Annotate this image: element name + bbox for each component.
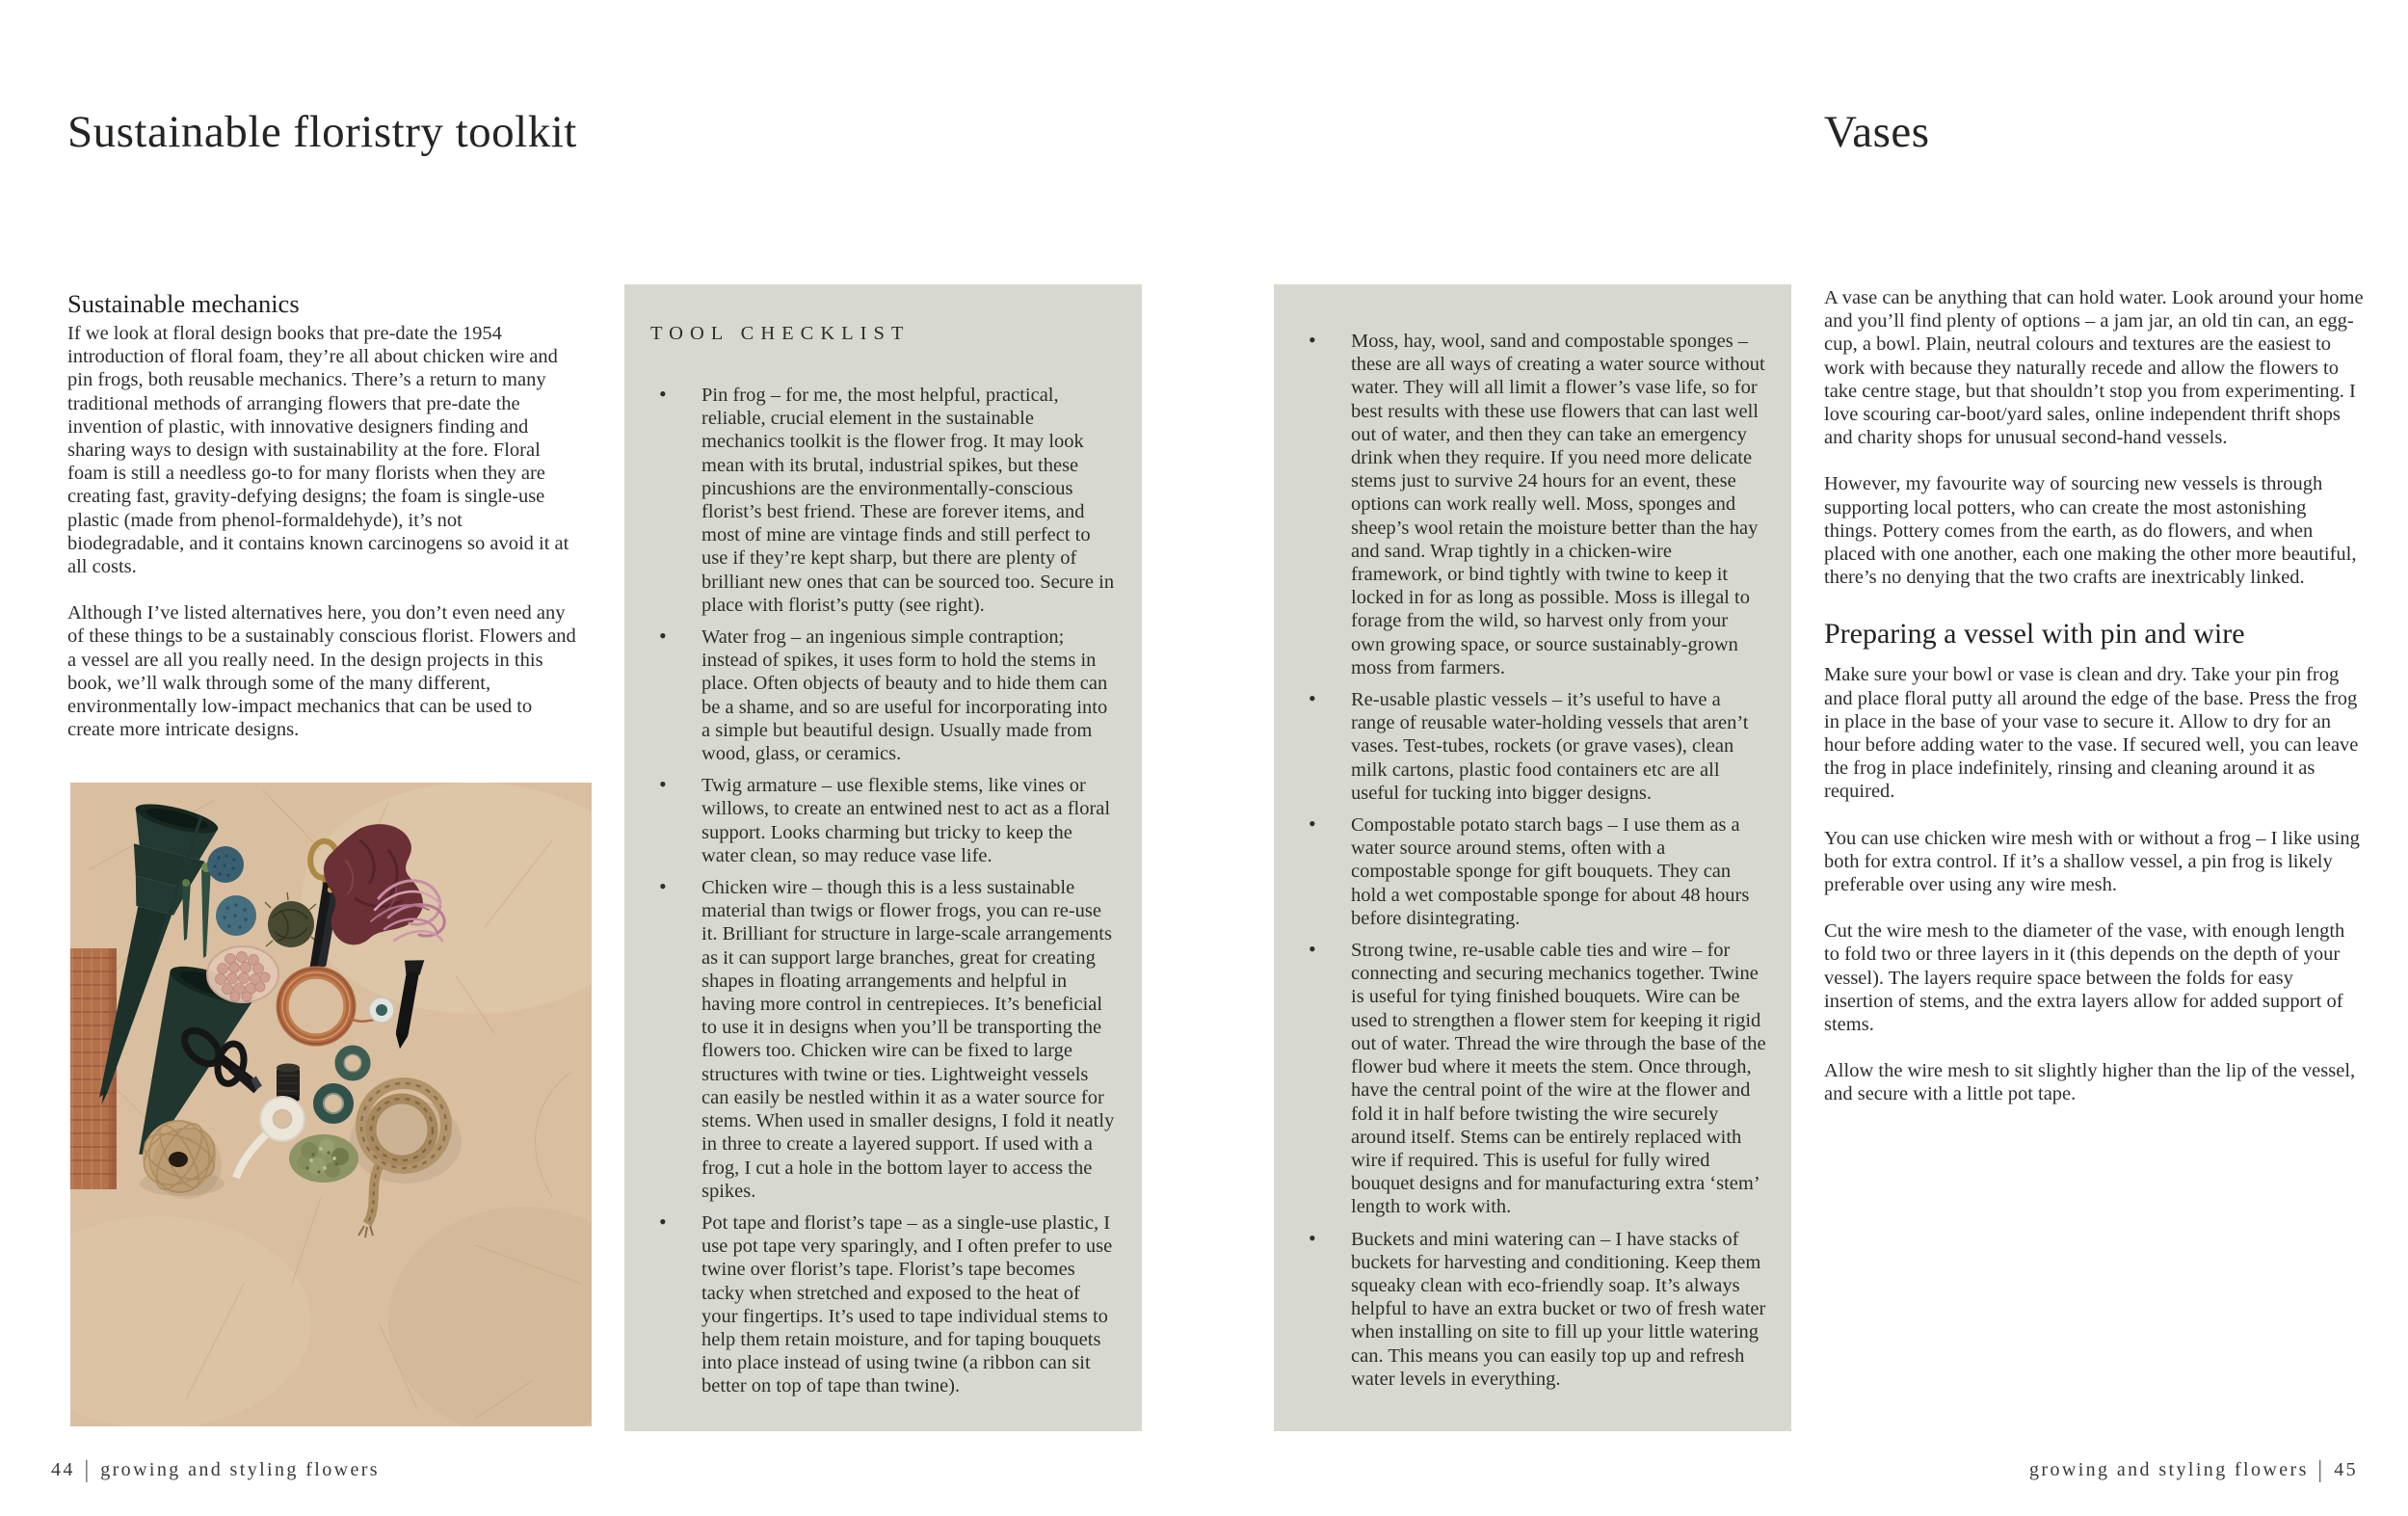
left-page-number: 44 (51, 1459, 75, 1480)
pin-wire-paragraph-1: Make sure your bowl or vase is clean and dry. Take your pin frog and place floral putty all around the edge of the base. Press the frog in place in the base of your vase to secure it. Allow to dry for an hour before adding water to the vase. If secured well, you can leave the frog in place indefinitely, rinsing and cleaning around it as required. (1824, 664, 2359, 803)
vases-paragraph-2: However, my favourite way of sourcing new vessels is through supporting local potters, who can create the most astonishing things. Pottery comes from the earth, as do flowers, and when placed with one another, each one making the other more beautiful, there’s no denying that the two crafts are inextricably linked. (1824, 473, 2357, 589)
tool-checklist-list-left (624, 384, 1142, 1398)
tool-checklist-heading: TOOL CHECKLIST (650, 323, 911, 344)
footer-divider: | (84, 1456, 92, 1483)
tool-checklist-list-right (1274, 330, 1791, 1391)
right-text-column (1824, 286, 2364, 1106)
checklist-item: • Twig armature – use flexible stems, like vines or willows, to create an entwined nest to act as a floral support. Looks charming but tricky to keep the water clean, so may reduce vase life. (624, 774, 1142, 867)
pin-wire-paragraph-2: You can use chicken wire mesh with or without a frog – I like using both for extra control. If it’s a shallow vessel, a pin frog is likely preferable over using any wire mesh. (1824, 827, 2360, 896)
checklist-item: • Buckets and mini watering can – I have stacks of buckets for harvesting and conditioning. Keep them squeaky clean with eco-friendly soap. It’s always helpful to have an extra bucket or two of fresh water when installing on site to fill up your little watering can. This means you can easily top up and refresh water levels in everything. (1274, 1228, 1791, 1391)
mechanics-heading: Sustainable mechanics (67, 289, 300, 318)
vases-paragraph-1: A vase can be anything that can hold water. Look around your home and you’ll find plenty of options – a jam jar, an old tin can, an egg-cup, a bowl. Plain, neutral colours and textures are the easiest to work with because they naturally recede and allow the flowers to take centre stage, but that shouldn’t stop you from experimenting. I love scouring car-boot/yard sales, online independent thrift shops and charity shops for unusual second-hand vessels. (1824, 287, 2364, 449)
checklist-item: • Moss, hay, wool, sand and compostable sponges – these are all ways of creating a water source without water. They will all limit a flower’s vase life, so for best results with these use flowers that can last well out of water, and then they can take an emergency drink when they require. If you need more delicate stems just to survive 24 hours for an event, these options can work really well. Moss, sponges and sheep’s wool retain the moisture better than the hay and sand. Wrap tightly in a chicken-wire framework, or bind tightly with twine to keep it locked in for as long as possible. Moss is illegal to forage from the wild, so harvest only from your own growing space, or source sustainably-grown moss from farmers. (1274, 330, 1791, 679)
pin-wire-paragraph-4: Allow the wire mesh to sit slightly higher than the lip of the vessel, and secure with a little pot tape. (1824, 1060, 2356, 1105)
right-footer-label: growing and styling flowers (2029, 1459, 2309, 1480)
left-footer-label: growing and styling flowers (100, 1459, 380, 1480)
mechanics-paragraph-2: Although I’ve listed alternatives here, you don’t even need any of these things to be a sustainably conscious florist. Flowers and a vessel are all you really need. In the design projects in this book, we’ll walk through some of the many different, environmentally low-impact mechanics that can be used to create more intricate designs. (67, 602, 576, 741)
photo-moss (289, 1134, 358, 1183)
right-page-title: Vases (1824, 107, 1930, 157)
left-text-column (67, 288, 580, 741)
pin-wire-heading: Preparing a vessel with pin and wire (1824, 618, 2245, 651)
footer-divider: | (2317, 1456, 2325, 1483)
photo-bead-dish (207, 946, 278, 1002)
toolkit-photo (70, 783, 592, 1426)
footer-right (2029, 1456, 2358, 1483)
checklist-item: • Water frog – an ingenious simple contraption; instead of spikes, it uses form to hold the stems in place. Often objects of beauty and to hide them can be a shame, and so are useful for incorporating into a simple but beautiful design. Usually made from wood, glass, or ceramics. (624, 625, 1142, 765)
mechanics-paragraph-1: If we look at floral design books that pre-date the 1954 introduction of floral foam, they’re all about chicken wire and pin frogs, both reusable mechanics. There’s a return to many traditional methods of arranging flowers that pre-date the invention of plastic, with innovative designers finding and sharing ways to design with sustainability at the fore. Floral foam is still a needless go-to for many florists when they are creating fast, gravity-defying designs; the foam is single-use plastic (made from phenol-formaldehyde), it’s not biodegradable, and it contains known carcinogens so avoid it at all costs. (67, 323, 569, 578)
pin-wire-paragraph-3: Cut the wire mesh to the diameter of the vase, with enough length to fold two or three layers in it (this depends on the depth of your vessel). The layers require space between the folds for easy insertion of stems, and the extra layers allow for added support of stems. (1824, 920, 2345, 1036)
checklist-item: • Chicken wire – though this is a less sustainable material than twigs or flower frogs, you can re-use it. Brilliant for structure in large-scale arrangements as it can support large branches, great for creating shapes in floating arrangements and helpful in having more control in centrepieces. It’s beneficial to use it in designs when you’ll be transporting the flowers too. Chicken wire can be fixed to large structures with twine or ties. Lightweight vessels can easily be nestled within it as a water source for stems. When used in smaller designs, I fold it neatly in three to create a layered support. If used with a frog, I cut a hole in the bottom layer to access the spikes. (624, 876, 1142, 1203)
left-page-title: Sustainable floristry toolkit (67, 107, 577, 157)
checklist-item: • Re-usable plastic vessels – it’s useful to have a range of reusable water-holding vessels that aren’t vases. Test-tubes, rockets (or grave vases), clean milk cartons, plastic food containers etc are all useful for tucking into bigger designs. (1274, 688, 1791, 805)
checklist-item: • Pot tape and florist’s tape – as a single-use plastic, I use pot tape very sparingly, and I often prefer to use twine over florist’s tape. Florist’s tape becomes tacky when stretched and exposed to the heat of your fingertips. It’s used to tape individual stems to help them retain moisture, and for taping bouquets into place instead of using twine (a ribbon can sit better on top of tape than twine). (624, 1211, 1142, 1398)
footer-left (51, 1456, 380, 1483)
tool-checklist-box-left (624, 284, 1142, 1431)
checklist-item: • Compostable potato starch bags – I use them as a water source around stems, often with a compostable sponge for gift bouquets. They can hold a wet compostable sponge for about 48 hours before disintegrating. (1274, 813, 1791, 930)
checklist-item: • Strong twine, re-usable cable ties and wire – for connecting and securing mechanics together. Twine is useful for tying finished bouquets. Wire can be used to strengthen a flower stem for keeping it rigid out of water. Thread the wire through the base of the flower bud where it meets the stem. Once through, have the central point of the wire at the flower and fold it in half before twisting the wire securely around itself. Stems can be entirely replaced with wire if required. This is useful for fully wired bouquet designs and for manufacturing extra ‘stem’ length to work with. (1274, 939, 1791, 1218)
photo-small-tape-roll (369, 997, 394, 1023)
checklist-item: • Pin frog – for me, the most helpful, practical, reliable, crucial element in the sustainable mechanics toolkit is the flower frog. It may look mean with its brutal, industrial spikes, but these pincushions are the environmentally-conscious florist’s best friend. These are forever items, and most of mine are vintage finds and still perfect to use if they’re kept sharp, but there are plenty of brilliant new ones that can be sourced too. Secure in place with florist’s putty (see right). (624, 384, 1142, 617)
right-page-number: 45 (2334, 1459, 2358, 1480)
tool-checklist-box-right (1274, 284, 1791, 1431)
